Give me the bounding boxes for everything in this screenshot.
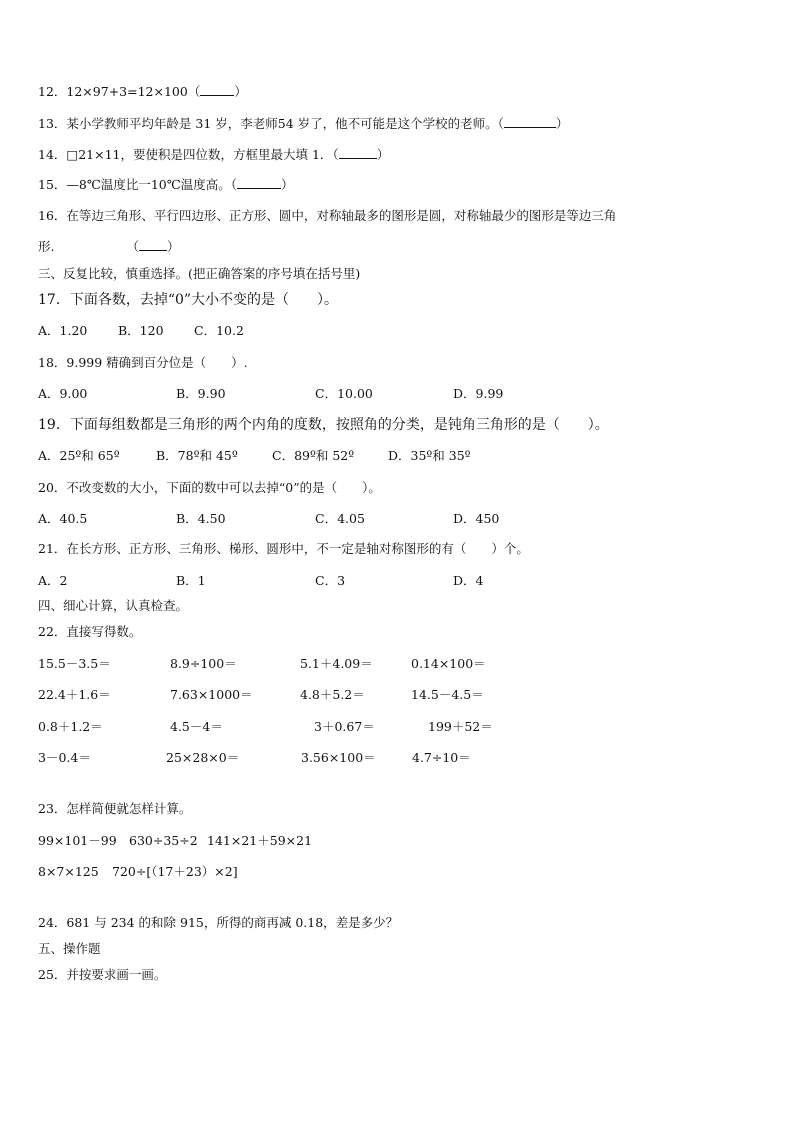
question-25: 25．并按要求画一画。 xyxy=(38,967,167,982)
option-a[interactable]: A．1.20 xyxy=(38,323,88,338)
question-15-text: 15．—8℃温度比一10℃温度高。 xyxy=(38,177,231,192)
question-21-stem: 21．在长方形、正方形、三角形、梯形、圆形中，不一定是轴对称图形的有（ ）个。 xyxy=(38,541,529,556)
answer-blank[interactable] xyxy=(237,188,281,189)
calc-item: 720÷[（17＋23）×2] xyxy=(112,864,238,879)
answer-blank[interactable] xyxy=(139,250,167,251)
option-c[interactable]: C．3 xyxy=(315,573,346,588)
section-5-heading: 五、操作题 xyxy=(38,941,101,956)
calc-item: 25×28×0＝ xyxy=(166,750,240,765)
calc-item: 3＋0.67＝ xyxy=(314,719,375,734)
option-d[interactable]: D．35º和 35º xyxy=(388,448,471,463)
calc-item: 0.8＋1.2＝ xyxy=(38,719,103,734)
option-b[interactable]: B．120 xyxy=(118,323,164,338)
answer-blank[interactable] xyxy=(200,95,234,96)
option-b[interactable]: B．1 xyxy=(176,573,206,588)
section-4-heading: 四、细心计算，认真检查。 xyxy=(38,598,189,613)
calc-item: 4.7÷10＝ xyxy=(412,750,471,765)
calc-item: 3.56×100＝ xyxy=(301,750,376,765)
calc-item: 5.1＋4.09＝ xyxy=(300,656,373,671)
option-c[interactable]: C．89º和 52º xyxy=(272,448,355,463)
question-16-line-2: 形. （ ） xyxy=(38,239,180,254)
calc-item: 7.63×1000＝ xyxy=(170,687,253,702)
calc-item: 22.4＋1.6＝ xyxy=(38,687,111,702)
question-23-stem: 23．怎样简便就怎样计算。 xyxy=(38,801,192,816)
question-22-stem: 22．直接写得数。 xyxy=(38,624,142,639)
question-13-text: 13．某小学教师平均年龄是 31 岁，李老师54 岁了，他不可能是这个学校的老师。 xyxy=(38,116,498,131)
option-a[interactable]: A．2 xyxy=(38,573,68,588)
option-b[interactable]: B．4.50 xyxy=(176,511,226,526)
answer-blank[interactable] xyxy=(339,158,377,159)
calc-item: 141×21＋59×21 xyxy=(207,833,313,848)
calc-item: 4.8＋5.2＝ xyxy=(300,687,365,702)
calc-item: 0.14×100＝ xyxy=(411,656,486,671)
option-d[interactable]: D．9.99 xyxy=(453,386,504,401)
option-b[interactable]: B．78º和 45º xyxy=(156,448,238,463)
question-15: 15．—8℃温度比一10℃温度高。（ ） xyxy=(38,177,294,192)
question-18-stem: 18．9.999 精确到百分位是（ ）. xyxy=(38,355,248,370)
calc-item: 199＋52＝ xyxy=(428,719,493,734)
calc-item: 15.5－3.5＝ xyxy=(38,656,111,671)
option-b[interactable]: B．9.90 xyxy=(176,386,226,401)
option-a[interactable]: A．9.00 xyxy=(38,386,88,401)
option-c[interactable]: C．10.00 xyxy=(315,386,373,401)
question-19-stem: 19．下面每组数都是三角形的两个内角的度数，按照角的分类，是钝角三角形的是（ ）。 xyxy=(38,417,609,433)
option-d[interactable]: D．450 xyxy=(453,511,500,526)
question-17-stem: 17．下面各数，去掉“0”大小不变的是（ ）。 xyxy=(38,292,339,308)
question-14: 14．□21×11，要使积是四位数，方框里最大填 1．（ ） xyxy=(38,147,390,162)
calc-item: 3－0.4＝ xyxy=(38,750,91,765)
option-c[interactable]: C．10.2 xyxy=(194,323,244,338)
section-3-heading: 三、反复比较，慎重选择。(把正确答案的序号填在括号里) xyxy=(38,266,361,281)
option-a[interactable]: A．40.5 xyxy=(38,511,88,526)
question-20-stem: 20．不改变数的大小，下面的数中可以去掉“0”的是（ ）。 xyxy=(38,480,381,495)
question-12: 12．12×97+3=12×100（ ） xyxy=(38,84,247,99)
calc-item: 8×7×125 xyxy=(38,864,99,879)
question-12-text: 12．12×97+3=12×100 xyxy=(38,84,188,99)
calc-item: 99×101－99 xyxy=(38,833,117,848)
question-14-text: 14．□21×11，要使积是四位数，方框里最大填 1． xyxy=(38,147,333,162)
answer-blank[interactable] xyxy=(504,127,556,128)
calc-item: 4.5－4＝ xyxy=(170,719,223,734)
question-13: 13．某小学教师平均年龄是 31 岁，李老师54 岁了，他不可能是这个学校的老师。（ ） xyxy=(38,116,569,131)
calc-item: 8.9÷100＝ xyxy=(170,656,237,671)
calc-item: 630÷35÷2 xyxy=(129,833,198,848)
question-24: 24．681 与 234 的和除 915，所得的商再减 0.18，差是多少？ xyxy=(38,915,399,930)
calc-item: 14.5－4.5＝ xyxy=(411,687,484,702)
option-d[interactable]: D．4 xyxy=(453,573,484,588)
option-a[interactable]: A．25º和 65º xyxy=(38,448,120,463)
option-c[interactable]: C．4.05 xyxy=(315,511,365,526)
question-16-line-1: 16．在等边三角形、平行四边形、正方形、圆中，对称轴最多的图形是圆，对称轴最少的图形是等边三角 xyxy=(38,208,617,223)
